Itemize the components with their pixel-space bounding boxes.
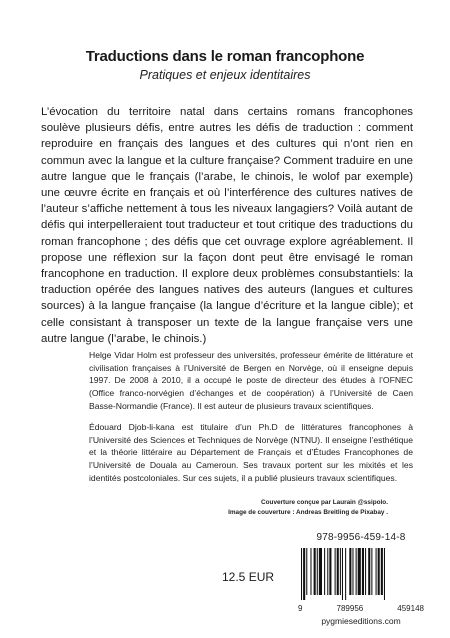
barcode-bar — [310, 548, 311, 595]
barcode-bar — [340, 548, 341, 595]
barcode-digit-left-group: 789956 — [336, 604, 364, 613]
price-label: 12.5 EUR — [222, 570, 275, 584]
cover-image-credit: Image de couverture : Andreas Breitling de Pixabay . — [228, 508, 388, 516]
barcode-digits — [298, 604, 424, 613]
summary-paragraph: L’évocation du territoire natal dans certains romans francophones soulève plusieurs défis, entre autres les défis de traduction : comment reproduire en français des langues et des cultures qui n’ont rien en commun avec la langue et la culture française? Comment traduire en une autre langue que le français (l’arabe, le chinois, le wolof par exemple) une œuvre écrite en français et où l’interférence des cultures natives de l’auteur s’affiche nettement à tous les niveaux langagiers? Voilà autant de défis qui interpelleraient tout traducteur et tout critique des traductions du roman francophone ; des défis que cet ouvrage explore agréablement. Il propose une réflexion sur la façon dont peut être envisagé le roman francophone en traduction. Il explore deux problèmes consubstantiels: la traduction opérée des langues natives des auteurs (langues et cultures sources) à la langue française (la langue d’écriture et la langue cible); et celle consistant à transposer un texte de la langue française vers une autre langue (l’arabe, le chinois.) — [41, 106, 413, 345]
barcode-bar — [381, 548, 383, 595]
barcode-bar — [352, 548, 353, 595]
barcode-bar — [327, 548, 328, 595]
author-bio-holm: Helge Vidar Holm est professeur des universités, professeur émérite de littérature et civilisation françaises à l’Université de Bergen en Norvège, où il enseigne depuis 1997. De 2008 à 2010, il a occupé le poste de directeur des études à l’OFNEC (Office franco-norvégien d’échanges et de coopération) à l’Université de Caen Basse-Normandie (France). Il est auteur de plusieurs travaux scientifiques. — [89, 350, 413, 411]
barcode-bar — [306, 548, 307, 595]
barcode-bar — [342, 548, 343, 600]
barcode-bar — [317, 548, 318, 595]
book-subtitle: Pratiques et enjeux identitaires — [139, 68, 311, 82]
barcode-bar — [324, 548, 325, 595]
barcode-bar — [368, 548, 370, 595]
cover-design-credit: Couverture conçue par Laurain @ssipolo. — [261, 499, 388, 506]
isbn-number: 978-9956-459-14-8 — [316, 532, 406, 543]
author-bio-djob-li-kana: Édouard Djob-li-kana est titulaire d’un Ph.D de littératures francophones à l’Université des Sciences et Techniques de Norvège (NTNU). Il enseigne l’esthétique et la théorie littéraire au Département de Français et d’Études Francophones de l’Université de Douala au Cameroun. Ses travaux portent sur les mixités et les identités postcoloniales. Sur ces sujets, il a publié plusieurs travaux scientifiques. — [89, 422, 413, 483]
cover-credits — [228, 498, 388, 517]
barcode-bar — [329, 548, 331, 595]
isbn-barcode — [300, 548, 422, 600]
barcode-bar — [378, 548, 380, 595]
barcode-bar — [371, 548, 372, 595]
barcode-bar — [356, 548, 357, 595]
barcode-bar — [376, 548, 377, 595]
barcode-bar — [349, 548, 351, 595]
barcode-digit-prefix: 9 — [298, 604, 303, 613]
barcode-bar — [314, 548, 316, 595]
barcode-bar — [365, 548, 366, 595]
barcode-bar — [358, 548, 361, 595]
barcode-bar — [362, 548, 364, 595]
barcode-bar — [384, 548, 385, 600]
barcode-digit-right-group: 459148 — [397, 604, 424, 613]
barcode-bar — [301, 548, 302, 600]
book-title: Traductions dans le roman francophone — [85, 48, 365, 65]
barcode-bar — [335, 548, 336, 595]
barcode-bar — [345, 548, 346, 600]
barcode-bar — [337, 548, 339, 595]
barcode-bar — [319, 548, 322, 595]
publisher-website: pygmieseditions.com — [321, 616, 401, 626]
barcode-bar — [303, 548, 305, 600]
